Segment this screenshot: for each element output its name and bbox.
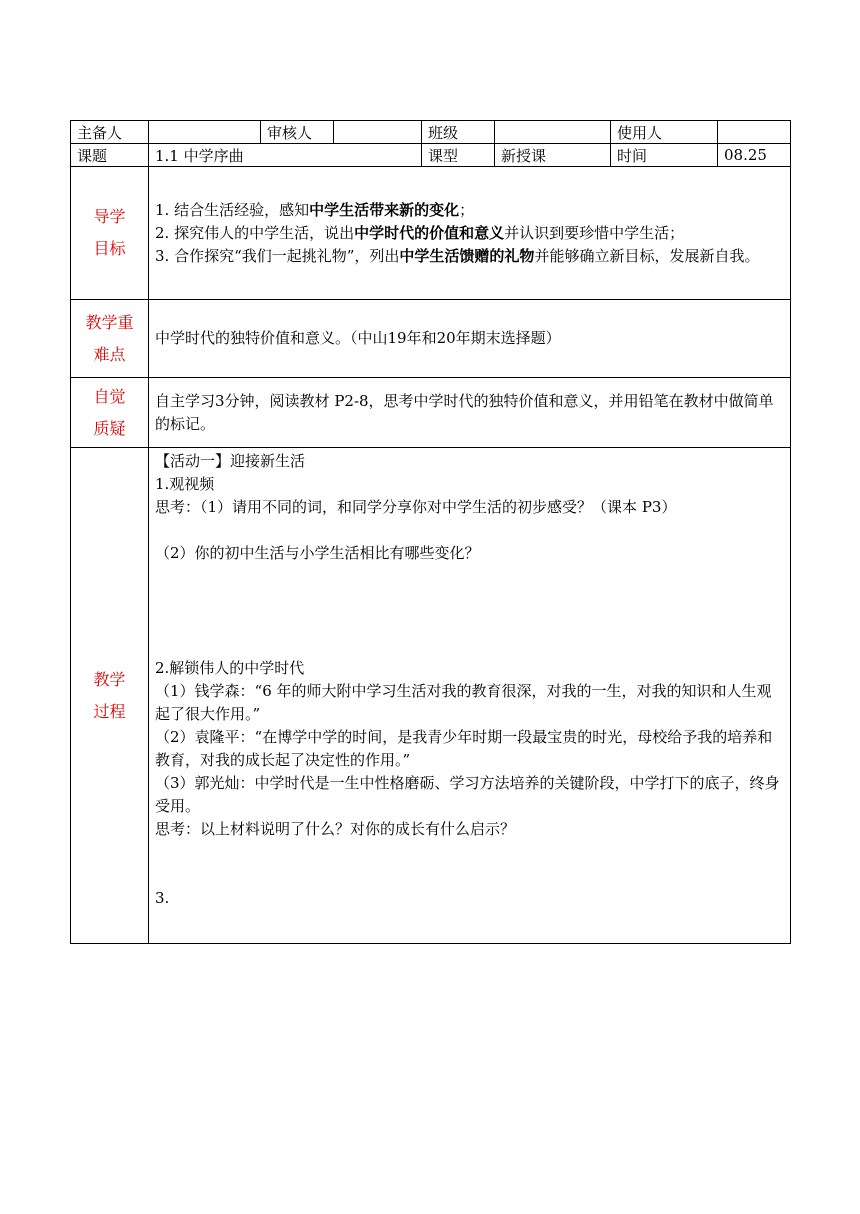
think-question-1: 思考：（1）请用不同的词，和同学分享你对中学生活的初步感受？（课本 P3） bbox=[155, 498, 677, 516]
process-label bbox=[71, 448, 149, 944]
step-1-title: 1.观视频 bbox=[155, 475, 215, 493]
self-study-label-line2: 质疑 bbox=[93, 418, 126, 438]
answer-space-2 bbox=[155, 565, 784, 657]
class-label: 班级 bbox=[422, 121, 495, 144]
type-value: 新授课 bbox=[495, 144, 611, 167]
time-value: 08.25 bbox=[718, 144, 791, 167]
think-question-3: 思考：以上材料说明了什么？对你的成长有什么启示？ bbox=[155, 820, 516, 838]
answer-space-1 bbox=[155, 519, 784, 542]
preparer-value bbox=[149, 121, 261, 144]
quote-yuan-longping: （2）袁隆平：“在博学中学的时间，是我青少年时期一段最宝贵的时光，母校给予我的培养和教育，对我的成长起了决定性的作用。” bbox=[155, 728, 773, 769]
objective-item-3 bbox=[155, 245, 784, 268]
lesson-plan-table bbox=[70, 120, 791, 944]
topic-label: 课题 bbox=[71, 144, 149, 167]
objectives-label-line1: 导学 bbox=[93, 207, 126, 226]
type-label: 课型 bbox=[422, 144, 495, 167]
objective-item-2 bbox=[155, 222, 784, 245]
process-row bbox=[71, 448, 791, 944]
time-label: 时间 bbox=[611, 144, 718, 167]
key-points-content: 中学时代的独特价值和意义。（中山19年和20年期末选择题） bbox=[149, 300, 791, 378]
self-study-row bbox=[71, 378, 791, 448]
objectives-label bbox=[71, 167, 149, 300]
topic-value: 1.1 中学序曲 bbox=[149, 144, 422, 167]
answer-space-3 bbox=[155, 841, 784, 887]
preparer-label: 主备人 bbox=[71, 121, 149, 144]
objectives-row bbox=[71, 167, 791, 300]
class-value bbox=[495, 121, 611, 144]
objectives-label-line2: 目标 bbox=[93, 239, 126, 258]
objectives-content bbox=[149, 167, 791, 300]
key-points-label bbox=[71, 300, 149, 378]
reviewer-label: 审核人 bbox=[261, 121, 334, 144]
reviewer-value bbox=[334, 121, 422, 144]
objective-3-text: 3. 合作探究“我们一起挑礼物”，列出 bbox=[155, 246, 400, 265]
header-row-2 bbox=[71, 144, 791, 167]
objective-3-emphasis: 中学生活馈赠的礼物 bbox=[399, 246, 535, 265]
objective-2-emphasis: 中学时代的价值和意义 bbox=[354, 223, 505, 242]
objective-1-emphasis: 中学生活带来新的变化 bbox=[309, 200, 460, 219]
step-3-title: 3. bbox=[155, 889, 170, 907]
process-label-line2: 过程 bbox=[93, 701, 126, 721]
user-value bbox=[718, 121, 791, 144]
key-points-label-line2: 难点 bbox=[93, 344, 126, 364]
quote-guo-guangcan: （3）郭光灿：中学时代是一生中性格磨砺、学习方法培养的关键阶段，中学打下的底子，终身受用。 bbox=[155, 774, 780, 815]
process-label-line1: 教学 bbox=[93, 669, 126, 689]
quote-qian-xuesen: （1）钱学森：“6 年的师大附中学习生活对我的教育很深，对我的一生，对我的知识和人生观起了很大作用。” bbox=[155, 682, 772, 723]
self-study-label-line1: 自觉 bbox=[93, 386, 126, 406]
objective-item-1 bbox=[155, 199, 784, 222]
objective-2-text: 2. 探究伟人的中学生活，说出 bbox=[155, 223, 355, 242]
objective-2-tail: 并认识到要珍惜中学生活； bbox=[504, 223, 685, 242]
objective-3-tail: 并能够确立新目标，发展新自我。 bbox=[534, 246, 760, 265]
key-points-label-line1: 教学重 bbox=[85, 312, 134, 332]
header-row-1 bbox=[71, 121, 791, 144]
objective-1-text: 1. 结合生活经验，感知 bbox=[155, 200, 310, 219]
user-label: 使用人 bbox=[611, 121, 718, 144]
self-study-content: 自主学习3分钟，阅读教材 P2-8，思考中学时代的独特价值和意义，并用铅笔在教材中做简单的标记。 bbox=[149, 378, 791, 448]
process-content bbox=[149, 448, 791, 944]
key-points-row bbox=[71, 300, 791, 378]
step-2-title: 2.解锁伟人的中学时代 bbox=[155, 659, 305, 677]
self-study-label bbox=[71, 378, 149, 448]
activity-title: 【活动一】迎接新生活 bbox=[155, 452, 306, 470]
think-question-2: （2）你的初中生活与小学生活相比有哪些变化？ bbox=[155, 544, 480, 562]
objective-1-tail: ； bbox=[459, 200, 475, 219]
